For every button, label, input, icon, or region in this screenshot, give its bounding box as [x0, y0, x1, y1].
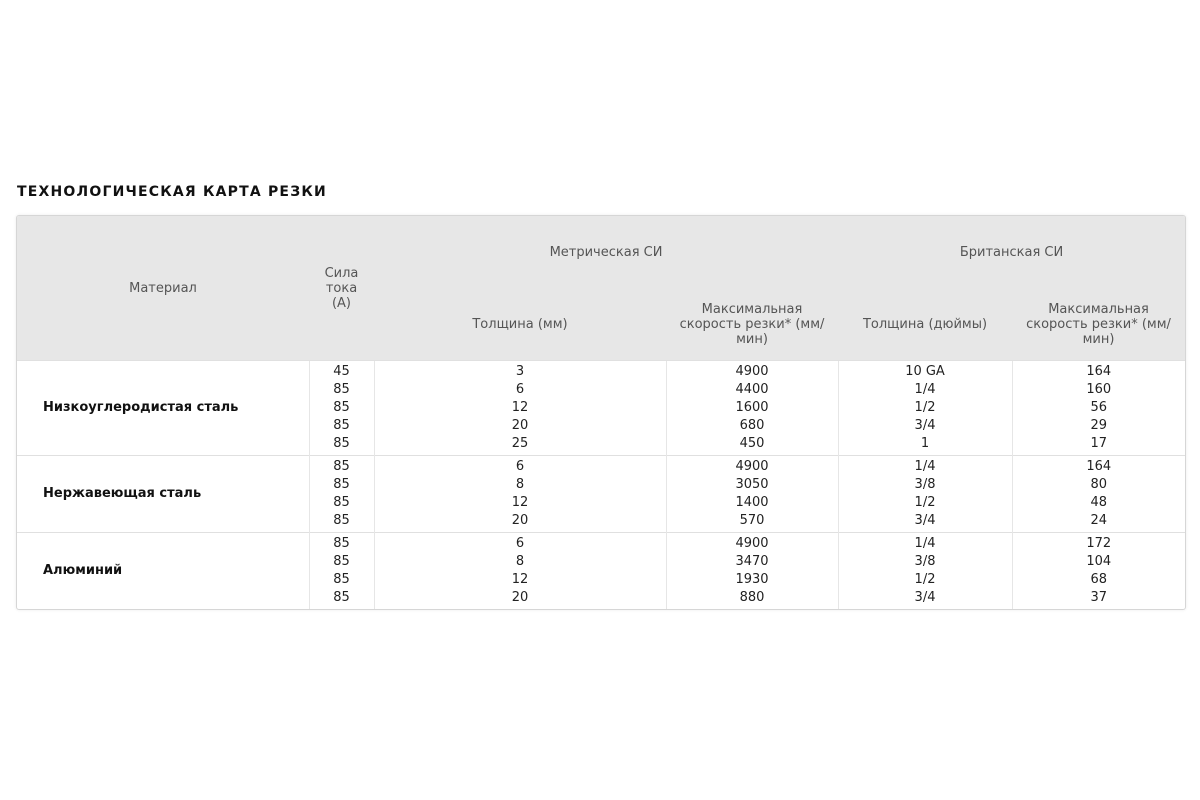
- thickness-mm-cell: [374, 361, 666, 456]
- thickness-in-cell: [838, 456, 1012, 533]
- cell-value: 85: [333, 382, 350, 397]
- cell-value: 12: [511, 572, 529, 587]
- cell-value: 1/4: [914, 459, 936, 474]
- cell-value: 160: [1086, 382, 1112, 397]
- cell-value: 8: [515, 554, 525, 569]
- speed-metric-cell: [666, 361, 838, 456]
- cell-value: 6: [515, 382, 525, 397]
- cell-value: 570: [739, 513, 765, 528]
- cell-value: 85: [333, 590, 350, 605]
- cell-value: 3: [515, 364, 525, 379]
- cell-value: 85: [333, 495, 350, 510]
- cell-value: 1400: [735, 495, 769, 510]
- material-name: Алюминий: [17, 533, 309, 610]
- cell-value: 68: [1090, 572, 1108, 587]
- thickness-mm-cell: [374, 533, 666, 610]
- cell-value: 3/4: [914, 418, 936, 433]
- table-row: [17, 456, 1185, 533]
- cell-value: 4900: [735, 459, 769, 474]
- cell-value: 1/4: [914, 536, 936, 551]
- cell-value: 6: [515, 536, 525, 551]
- table-row: [17, 361, 1185, 456]
- header-max-speed-imperial: Максимальная скорость резки* (мм/мин): [1012, 288, 1185, 361]
- cell-value: 80: [1090, 477, 1108, 492]
- cell-value: 3470: [735, 554, 769, 569]
- material-name: Нержавеющая сталь: [17, 456, 309, 533]
- cell-value: 85: [333, 459, 350, 474]
- current-cell: [309, 533, 374, 610]
- cell-value: 17: [1090, 436, 1108, 451]
- cell-value: 880: [739, 590, 765, 605]
- speed-metric-cell: [666, 533, 838, 610]
- material-name: Низкоуглеродистая сталь: [17, 361, 309, 456]
- cell-value: 8: [515, 477, 525, 492]
- current-cell: [309, 361, 374, 456]
- cell-value: 1/2: [914, 572, 936, 587]
- header-metric: Метрическая СИ: [374, 216, 838, 288]
- cell-value: 37: [1090, 590, 1108, 605]
- thickness-in-cell: [838, 533, 1012, 610]
- header-imperial: Британская СИ: [838, 216, 1185, 288]
- cell-value: 25: [511, 436, 529, 451]
- table-row: [17, 533, 1185, 610]
- cell-value: 29: [1090, 418, 1108, 433]
- cell-value: 56: [1090, 400, 1108, 415]
- cell-value: 172: [1086, 536, 1112, 551]
- cell-value: 1/2: [914, 400, 936, 415]
- cell-value: 85: [333, 418, 350, 433]
- cell-value: 10 GA: [905, 364, 945, 379]
- page-title: ТЕХНОЛОГИЧЕСКАЯ КАРТА РЕЗКИ: [17, 184, 327, 200]
- cell-value: 3/8: [914, 477, 936, 492]
- cell-value: 3/4: [914, 513, 936, 528]
- cell-value: 85: [333, 572, 350, 587]
- speed-imperial-cell: [1012, 456, 1185, 533]
- speed-imperial-cell: [1012, 533, 1185, 610]
- cell-value: 12: [511, 495, 529, 510]
- header-thickness-mm: Толщина (мм): [374, 288, 666, 361]
- cell-value: 3/4: [914, 590, 936, 605]
- cell-value: 450: [739, 436, 765, 451]
- cell-value: 1600: [735, 400, 769, 415]
- cell-value: 20: [511, 590, 529, 605]
- table-body: [17, 361, 1185, 610]
- cell-value: 1/4: [914, 382, 936, 397]
- speed-imperial-cell: [1012, 361, 1185, 456]
- speed-metric-cell: [666, 456, 838, 533]
- cell-value: 85: [333, 513, 350, 528]
- cell-value: 20: [511, 418, 529, 433]
- cell-value: 164: [1086, 364, 1112, 379]
- cell-value: 680: [739, 418, 765, 433]
- cell-value: 45: [333, 364, 350, 379]
- header-max-speed-metric: Максимальная скорость резки* (мм/мин): [666, 288, 838, 361]
- cell-value: 4400: [735, 382, 769, 397]
- cell-value: 1930: [735, 572, 769, 587]
- cell-value: 104: [1086, 554, 1112, 569]
- cell-value: 85: [333, 436, 350, 451]
- cell-value: 85: [333, 554, 350, 569]
- header-material: Материал: [17, 216, 309, 361]
- thickness-mm-cell: [374, 456, 666, 533]
- header-thickness-in: Толщина (дюймы): [838, 288, 1012, 361]
- cell-value: 3050: [735, 477, 769, 492]
- current-cell: [309, 456, 374, 533]
- cell-value: 85: [333, 400, 350, 415]
- cell-value: 4900: [735, 364, 769, 379]
- cell-value: 6: [515, 459, 525, 474]
- cell-value: 1/2: [914, 495, 936, 510]
- cell-value: 85: [333, 536, 350, 551]
- cell-value: 20: [511, 513, 529, 528]
- thickness-in-cell: [838, 361, 1012, 456]
- cell-value: 48: [1090, 495, 1108, 510]
- cell-value: 1: [920, 436, 930, 451]
- cutting-chart-table: [16, 215, 1186, 610]
- cell-value: 12: [511, 400, 529, 415]
- cell-value: 85: [333, 477, 350, 492]
- cell-value: 3/8: [914, 554, 936, 569]
- cell-value: 164: [1086, 459, 1112, 474]
- header-current: Сила тока (А): [309, 216, 374, 361]
- cell-value: 4900: [735, 536, 769, 551]
- cell-value: 24: [1090, 513, 1108, 528]
